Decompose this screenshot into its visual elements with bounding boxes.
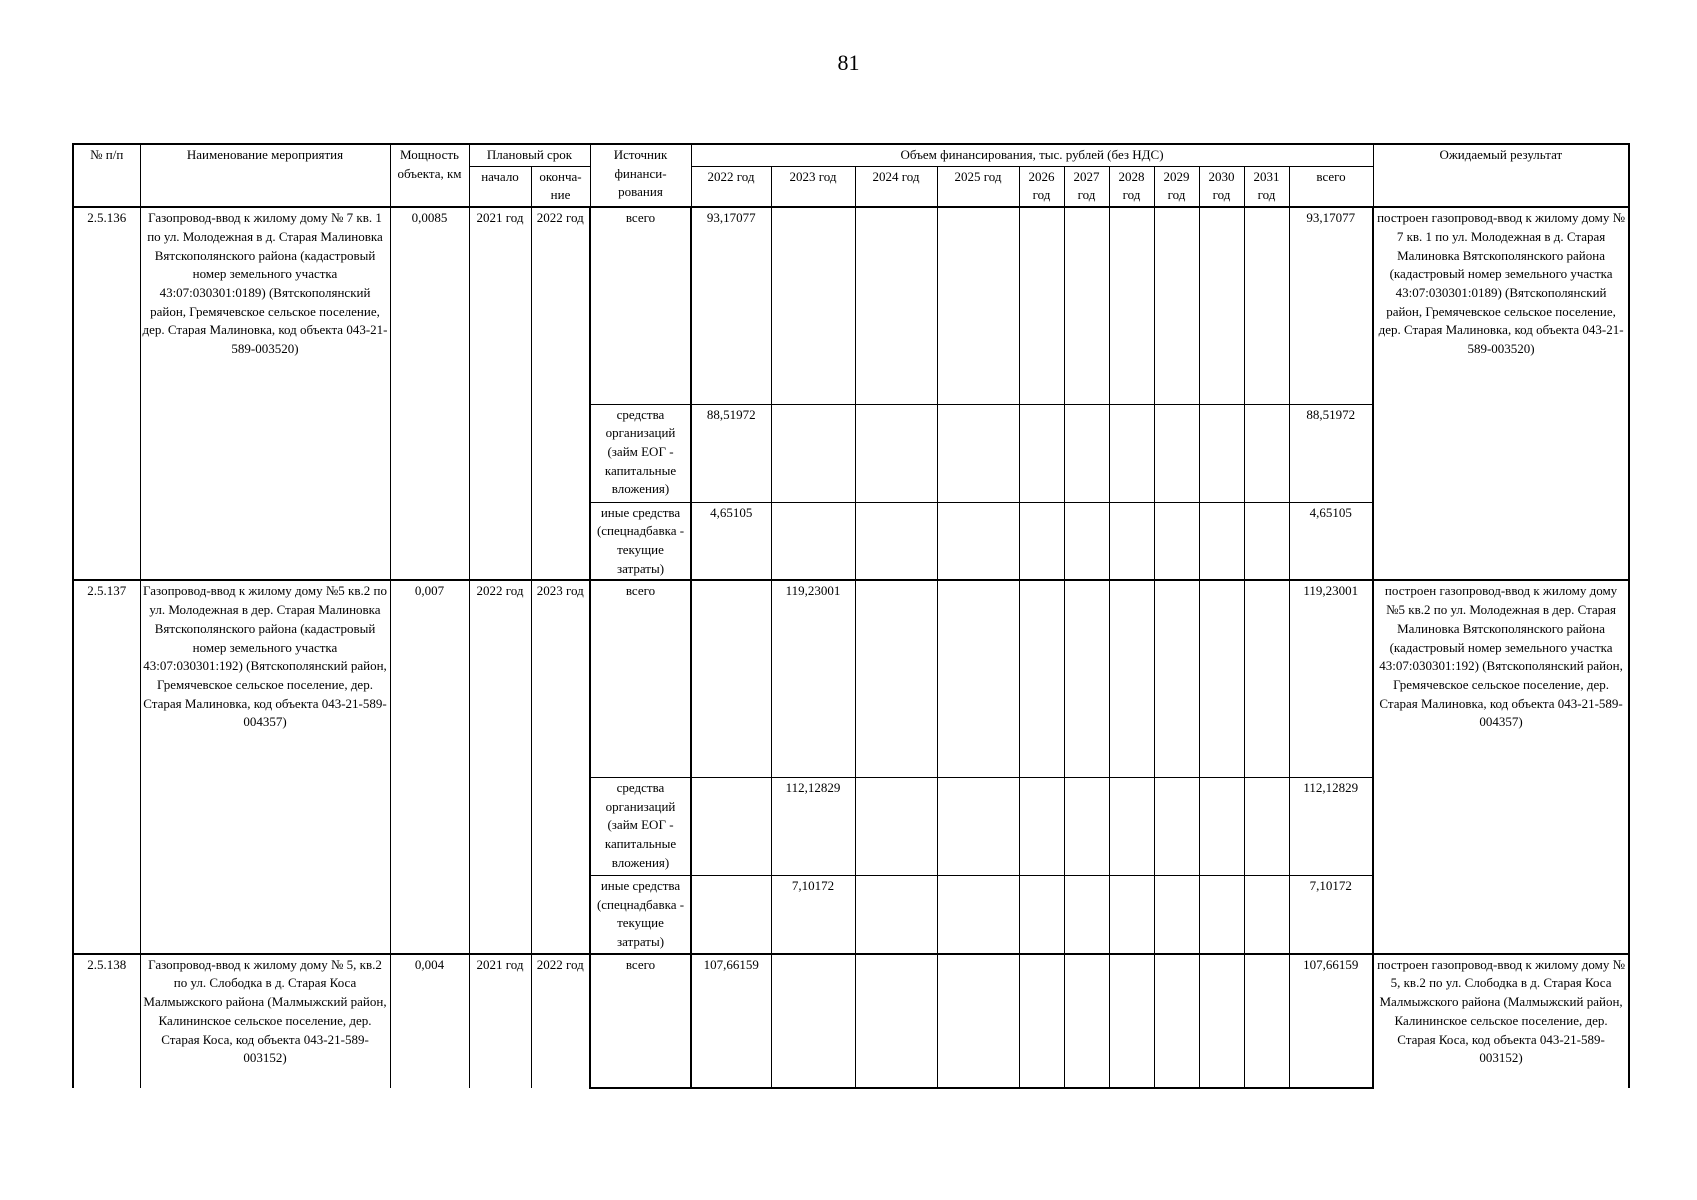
value-2022 [691,580,771,777]
header-year-2026: 2026 год [1019,166,1064,207]
row-num: 2.5.137 [73,580,140,953]
row-capacity: 0,0085 [390,207,469,580]
header-planned-term: Плановый срок [469,144,590,166]
row-capacity: 0,004 [390,954,469,1088]
value-2022 [691,875,771,953]
value-2022: 4,65105 [691,502,771,580]
value-2023 [771,502,855,580]
row-end: 2022 год [531,207,590,580]
header-end: оконча-ние [531,166,590,207]
value-total: 107,66159 [1289,954,1373,1088]
header-year-2022: 2022 год [691,166,771,207]
page-number: 81 [837,50,860,75]
source-label: всего [590,580,691,777]
value-2023: 112,12829 [771,777,855,875]
source-label: иные средства (спецнадбавка - текущие затраты) [590,875,691,953]
header-result: Ожидаемый результат [1373,144,1629,207]
funding-table [72,143,1630,1089]
value-2022: 88,51972 [691,404,771,502]
source-label: всего [590,207,691,404]
value-2023 [771,954,855,1088]
header-year-2029: 2029 год [1154,166,1199,207]
source-label: средства организаций (займ ЕОГ - капитальные вложения) [590,777,691,875]
header-name: Наименование мероприятия [140,144,390,207]
row-num: 2.5.136 [73,207,140,580]
header-year-2023: 2023 год [771,166,855,207]
row-num: 2.5.138 [73,954,140,1088]
header-total: всего [1289,166,1373,207]
value-total: 88,51972 [1289,404,1373,502]
value-2022: 93,17077 [691,207,771,404]
header-row-1 [73,144,1629,166]
table-row [73,954,1629,1088]
row-name: Газопровод-ввод к жилому дому №5 кв.2 по ул. Молодежная в дер. Старая Малиновка Вятскополянского района (кадастровый номер земельного участка 43:07:030301:192) (Вятскополянский район, Гремячевское сельское поселение, дер. Старая Малиновка, код объекта 043-21-589-004357) [140,580,390,953]
row-capacity: 0,007 [390,580,469,953]
header-capacity: Мощность объекта, км [390,144,469,207]
header-start: начало [469,166,531,207]
header-num: № п/п [73,144,140,207]
row-result: построен газопровод-ввод к жилому дому № 5, кв.2 по ул. Слободка в д. Старая Коса Малмыжского района (Малмыжский район, Калининское сельское поселение, дер. Старая Коса, код объекта 043-21-589-003152) [1373,954,1629,1088]
header-funding: Объем финансирования, тыс. рублей (без НДС) [691,144,1373,166]
value-2022 [691,777,771,875]
header-source: Источник финанси-рования [590,144,691,207]
value-total: 4,65105 [1289,502,1373,580]
value-2023 [771,207,855,404]
header-year-2028: 2028 год [1109,166,1154,207]
header-year-2024: 2024 год [855,166,937,207]
table-row [73,580,1629,777]
header-year-2030: 2030 год [1199,166,1244,207]
row-result: построен газопровод-ввод к жилому дому №5 кв.2 по ул. Молодежная в дер. Старая Малиновка Вятскополянского района (кадастровый номер земельного участка 43:07:030301:192) (Вятскополянский район, Гремячевское сельское поселение, дер. Старая Малиновка, код объекта 043-21-589-004357) [1373,580,1629,953]
source-label: иные средства (спецнадбавка - текущие затраты) [590,502,691,580]
value-total: 112,12829 [1289,777,1373,875]
row-start: 2021 год [469,954,531,1088]
row-name: Газопровод-ввод к жилому дому № 5, кв.2 по ул. Слободка в д. Старая Коса Малмыжского района (Малмыжский район, Калининское сельское поселение, дер. Старая Коса, код объекта 043-21-589-003152) [140,954,390,1088]
row-result: построен газопровод-ввод к жилому дому № 7 кв. 1 по ул. Молодежная в д. Старая Малиновка Вятскополянского района (кадастровый номер земельного участка 43:07:030301:0189) (Вятскополянский район, Гремячевское сельское поселение, дер. Старая Малиновка, код объекта 043-21-589-003520) [1373,207,1629,580]
row-start: 2021 год [469,207,531,580]
value-total: 93,17077 [1289,207,1373,404]
value-total: 7,10172 [1289,875,1373,953]
value-total: 119,23001 [1289,580,1373,777]
header-year-2031: 2031 год [1244,166,1289,207]
source-label: всего [590,954,691,1088]
table-row [73,207,1629,404]
value-2023 [771,404,855,502]
header-year-2027: 2027 год [1064,166,1109,207]
row-name: Газопровод-ввод к жилому дому № 7 кв. 1 по ул. Молодежная в д. Старая Малиновка Вятскополянского района (кадастровый номер земельного участка 43:07:030301:0189) (Вятскополянский район, Гремячевское сельское поселение, дер. Старая Малиновка, код объекта 043-21-589-003520) [140,207,390,580]
row-start: 2022 год [469,580,531,953]
value-2022: 107,66159 [691,954,771,1088]
row-end: 2023 год [531,580,590,953]
value-2023: 7,10172 [771,875,855,953]
source-label: средства организаций (займ ЕОГ - капитальные вложения) [590,404,691,502]
header-year-2025: 2025 год [937,166,1019,207]
value-2023: 119,23001 [771,580,855,777]
row-end: 2022 год [531,954,590,1088]
